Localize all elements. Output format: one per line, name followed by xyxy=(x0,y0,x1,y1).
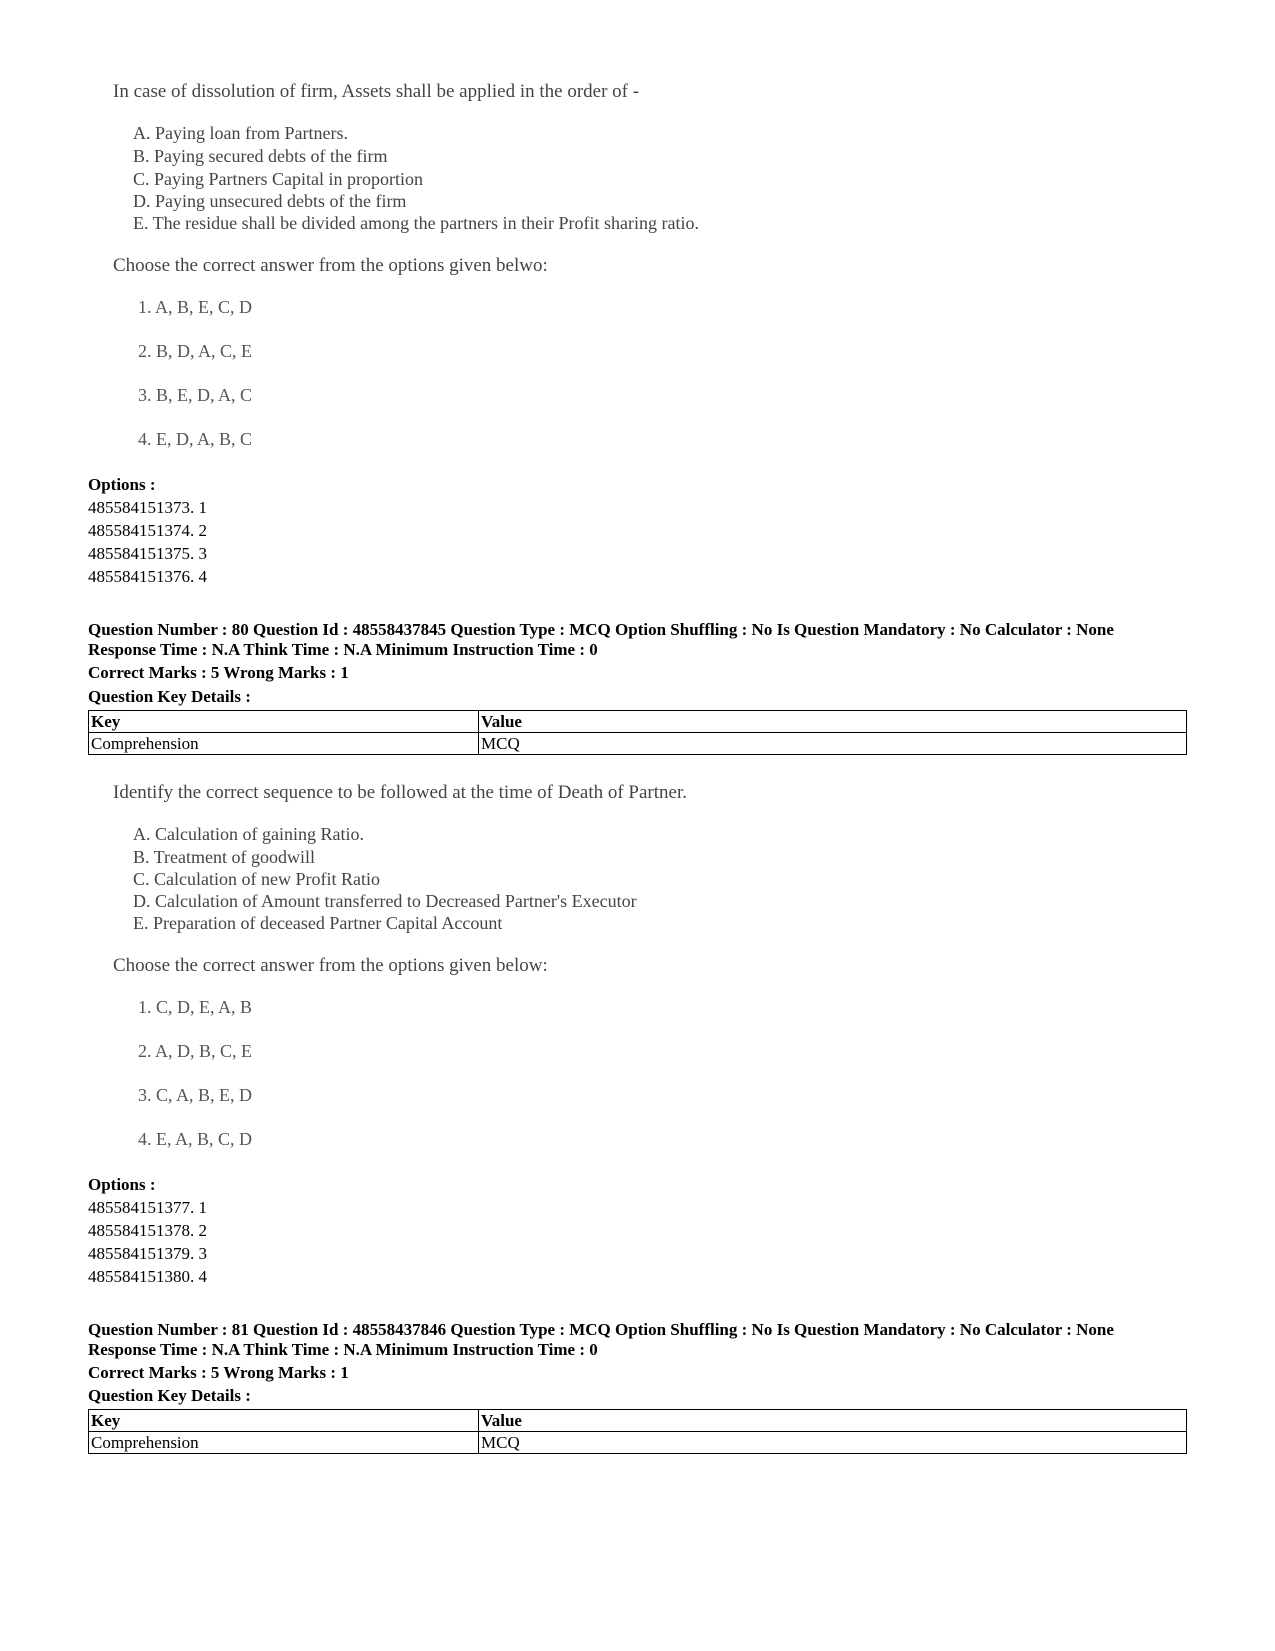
options-label: Options : xyxy=(88,475,156,494)
statement-item: B. Treatment of goodwill xyxy=(133,847,316,867)
marks-line: Correct Marks : 5 Wrong Marks : 1 xyxy=(88,663,349,682)
option-item: 485584151377. 1 xyxy=(88,1198,207,1217)
statement-item: A. Calculation of gaining Ratio. xyxy=(133,824,364,844)
option-item: 485584151374. 2 xyxy=(88,521,207,540)
table-row xyxy=(89,1432,1187,1454)
table-header-cell: Key xyxy=(89,1410,479,1432)
answer-choice: 2. B, D, A, C, E xyxy=(138,341,253,361)
answer-choice: 2. A, D, B, C, E xyxy=(138,1041,253,1061)
options-label: Options : xyxy=(88,1175,156,1194)
statement-item: C. Calculation of new Profit Ratio xyxy=(133,869,380,889)
answer-choice: 4. E, D, A, B, C xyxy=(138,429,253,449)
statement-item: C. Paying Partners Capital in proportion xyxy=(133,169,423,189)
option-item: 485584151373. 1 xyxy=(88,498,207,517)
statement-item: D. Calculation of Amount transferred to Decreased Partner's Executor xyxy=(133,891,637,911)
instruction-text: Choose the correct answer from the options given belwo: xyxy=(113,255,548,276)
question-meta-line: Response Time : N.A Think Time : N.A Minimum Instruction Time : 0 xyxy=(88,640,598,659)
statement-item: A. Paying loan from Partners. xyxy=(133,123,348,143)
statement-item: B. Paying secured debts of the firm xyxy=(133,146,388,166)
table-header-cell: Value xyxy=(479,1410,1187,1432)
option-item: 485584151380. 4 xyxy=(88,1267,207,1286)
key-details-table xyxy=(88,1409,1187,1454)
option-item: 485584151378. 2 xyxy=(88,1221,207,1240)
option-item: 485584151376. 4 xyxy=(88,567,207,586)
table-header-row xyxy=(89,711,1187,733)
key-details-table xyxy=(88,710,1187,755)
table-cell: Comprehension xyxy=(89,733,479,755)
table-header-row xyxy=(89,1410,1187,1432)
question-stem: Identify the correct sequence to be followed at the time of Death of Partner. xyxy=(113,782,687,803)
question-meta-line: Response Time : N.A Think Time : N.A Minimum Instruction Time : 0 xyxy=(88,1340,598,1359)
table-row xyxy=(89,733,1187,755)
table-cell: Comprehension xyxy=(89,1432,479,1454)
question-meta-line: Question Number : 81 Question Id : 48558437846 Question Type : MCQ Option Shuffling : No Is Question Mandatory : No Calculator : None xyxy=(88,1320,1114,1339)
answer-choice: 4. E, A, B, C, D xyxy=(138,1129,253,1149)
option-item: 485584151379. 3 xyxy=(88,1244,207,1263)
answer-choice: 1. A, B, E, C, D xyxy=(138,297,253,317)
statement-item: E. Preparation of deceased Partner Capital Account xyxy=(133,913,503,933)
table-cell: MCQ xyxy=(479,1432,1187,1454)
question-meta-line: Question Number : 80 Question Id : 48558437845 Question Type : MCQ Option Shuffling : No Is Question Mandatory : No Calculator : None xyxy=(88,620,1114,639)
answer-choice: 1. C, D, E, A, B xyxy=(138,997,253,1017)
table-header-cell: Value xyxy=(479,711,1187,733)
table-cell: MCQ xyxy=(479,733,1187,755)
answer-choice: 3. C, A, B, E, D xyxy=(138,1085,253,1105)
question-stem: In case of dissolution of firm, Assets shall be applied in the order of - xyxy=(113,81,640,102)
instruction-text: Choose the correct answer from the options given below: xyxy=(113,955,548,976)
key-details-label: Question Key Details : xyxy=(88,687,251,706)
statement-item: D. Paying unsecured debts of the firm xyxy=(133,191,407,211)
table-header-cell: Key xyxy=(89,711,479,733)
marks-line: Correct Marks : 5 Wrong Marks : 1 xyxy=(88,1363,349,1382)
answer-choice: 3. B, E, D, A, C xyxy=(138,385,253,405)
key-details-label: Question Key Details : xyxy=(88,1386,251,1405)
statement-item: E. The residue shall be divided among the partners in their Profit sharing ratio. xyxy=(133,213,700,233)
option-item: 485584151375. 3 xyxy=(88,544,207,563)
